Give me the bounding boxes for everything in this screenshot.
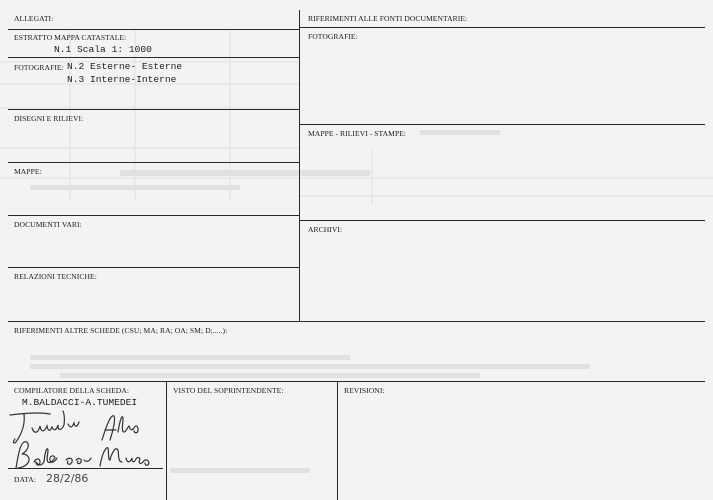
label-fotografie-right: FOTOGRAFIE: bbox=[308, 32, 358, 41]
rule-documenti bbox=[8, 215, 299, 216]
label-visto-soprintendente: VISTO DEL SOPRINTENDENTE: bbox=[173, 386, 284, 395]
divider-revisioni bbox=[337, 382, 338, 500]
value-compilatore: M.BALDACCI-A.TUMEDEI bbox=[22, 397, 138, 408]
rule-fotografie-right bbox=[300, 27, 705, 28]
signature-baldacci bbox=[8, 438, 168, 472]
label-mappe-left: MAPPE: bbox=[14, 167, 42, 176]
rule-mappe-right bbox=[300, 124, 705, 125]
label-disegni-e-rilievi: DISEGNI E RILIEVI: bbox=[14, 114, 84, 123]
label-riferimenti-fonti: RIFERIMENTI ALLE FONTI DOCUMENTARIE: bbox=[308, 14, 468, 23]
rule-archivi bbox=[300, 220, 705, 221]
center-divider bbox=[299, 10, 300, 321]
label-fotografie-left: FOTOGRAFIE: bbox=[14, 63, 64, 72]
label-archivi: ARCHIVI: bbox=[308, 225, 343, 234]
label-allegati: ALLEGATI: bbox=[14, 14, 54, 23]
value-fotografie-esterne: N.2 Esterne- Esterne bbox=[67, 61, 183, 72]
label-estratto-mappa-catastale: ESTRATTO MAPPA CATASTALE: bbox=[14, 33, 127, 42]
rule-riferimenti-schede bbox=[8, 321, 705, 322]
rule-disegni bbox=[8, 109, 299, 110]
label-data: DATA: bbox=[14, 475, 36, 484]
value-data: 28/2/86 bbox=[46, 472, 89, 485]
rule-relazioni bbox=[8, 267, 299, 268]
label-revisioni: REVISIONI: bbox=[344, 386, 385, 395]
rule-estratto bbox=[8, 29, 299, 30]
label-compilatore: COMPILATORE DELLA SCHEDA: bbox=[14, 386, 130, 395]
label-mappe-rilievi-stampe: MAPPE - RILIEVI - STAMPE: bbox=[308, 129, 407, 138]
rule-fotografie-left bbox=[8, 57, 299, 58]
rule-mappe-left bbox=[8, 162, 299, 163]
value-fotografie-interne: N.3 Interne-Interne bbox=[67, 74, 177, 85]
label-documenti-vari: DOCUMENTI VARI: bbox=[14, 220, 82, 229]
label-relazioni-tecniche: RELAZIONI TECNICHE: bbox=[14, 272, 97, 281]
rule-bottom-section bbox=[8, 381, 705, 382]
value-estratto-mappa: N.1 Scala 1: 1000 bbox=[54, 44, 152, 55]
label-riferimenti-altre-schede: RIFERIMENTI ALTRE SCHEDE (CSU; MA; RA; OA; SM; D;.....): bbox=[14, 326, 228, 335]
